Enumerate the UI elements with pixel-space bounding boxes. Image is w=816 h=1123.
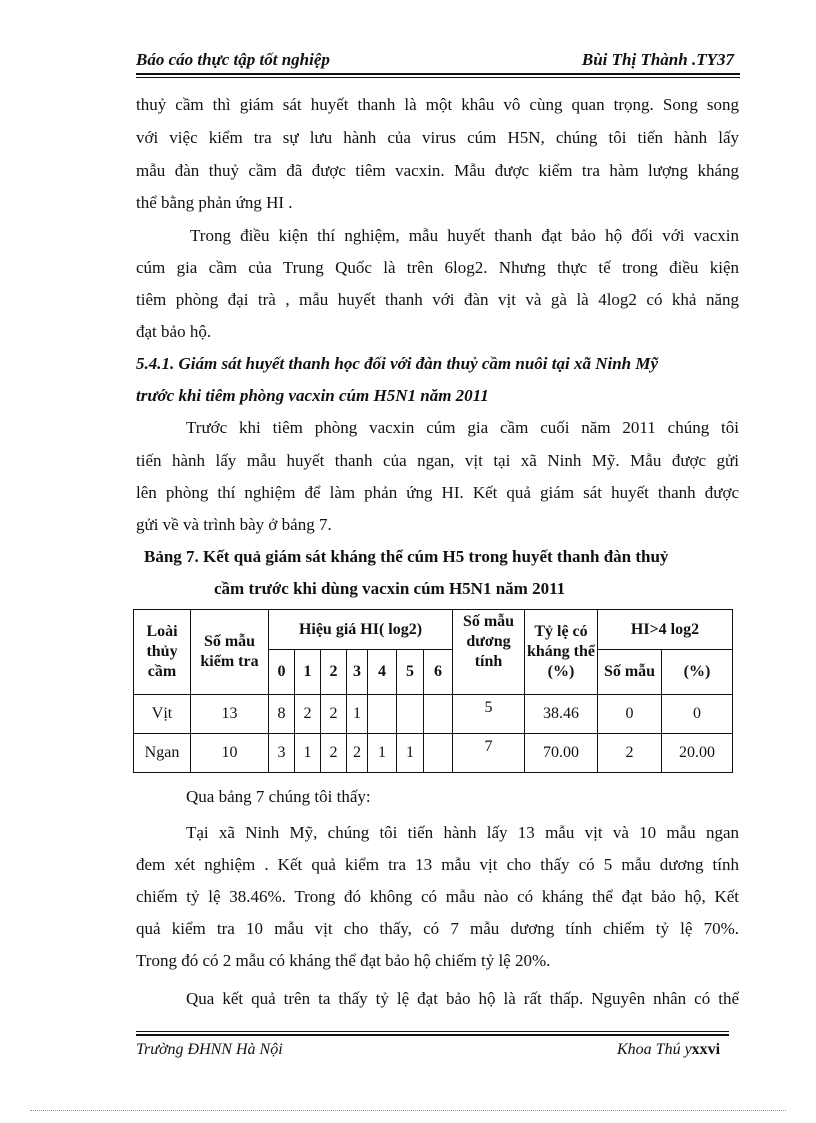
header-right: Bùi Thị Thành .TY37 [581, 50, 734, 69]
header-rule [136, 73, 740, 75]
footer-rule-thin [136, 1031, 729, 1032]
cell-titer: 2 [321, 695, 347, 734]
cell-titer: 2 [321, 734, 347, 773]
header-species: Loài thủy cầm [134, 610, 191, 695]
header-titer-level: 2 [321, 650, 347, 695]
paragraph-line: Qua kết quả trên ta thấy tỷ lệ đạt bảo hộ là rất thấp. Nguyên nhân có thể [186, 989, 739, 1008]
cell-titer: 2 [295, 695, 321, 734]
header-rule-thin [136, 77, 740, 78]
cell-hi4-count: 0 [598, 695, 662, 734]
header-titer-level: 3 [347, 650, 368, 695]
cell-species: Ngan [134, 734, 191, 773]
cell-titer: 1 [347, 695, 368, 734]
header-titer-level: 6 [424, 650, 453, 695]
cell-rate: 38.46 [525, 695, 598, 734]
paragraph-line: gửi về và trình bày ở bảng 7. [136, 515, 332, 534]
header-titer-level: 4 [368, 650, 397, 695]
paragraph-line: Trong đó có 2 mẫu có kháng thể đạt bảo hộ chiếm tỷ lệ 20%. [136, 951, 551, 970]
paragraph-line: tiến hành lấy mẫu huyết thanh của ngan, vịt tại xã Ninh Mỹ. Mẫu được gửi [136, 451, 739, 470]
paragraph-line: quả kiểm tra 10 mẫu vịt cho thấy, có 7 mẫu dương tính chiếm tỷ lệ 70%. [136, 919, 739, 938]
cell-titer [424, 734, 453, 773]
paragraph-line: với việc kiểm tra sự lưu hành của virus cúm H5N, chúng tôi tiến hành lấy [136, 128, 739, 147]
cell-titer: 3 [269, 734, 295, 773]
table-row [134, 695, 733, 734]
cell-titer: 1 [368, 734, 397, 773]
cell-titer [397, 695, 424, 734]
result-table [133, 609, 733, 773]
section-heading: trước khi tiêm phòng vacxin cúm H5N1 năm 2011 [136, 386, 489, 405]
cell-titer [368, 695, 397, 734]
paragraph-line: Qua bảng 7 chúng tôi thấy: [186, 787, 371, 806]
cell-samples: 10 [191, 734, 269, 773]
paragraph-line: chiếm tỷ lệ 38.46%. Trong đó không có mẫu nào có kháng thể đạt bảo hộ, Kết [136, 887, 739, 906]
paragraph-line: đem xét nghiệm . Kết quả kiểm tra 13 mẫu vịt cho thấy có 5 mẫu dương tính [136, 855, 739, 874]
cell-samples: 13 [191, 695, 269, 734]
cell-titer: 2 [347, 734, 368, 773]
footer-left: Trường ĐHNN Hà Nội [136, 1041, 283, 1058]
footer-rule [136, 1034, 729, 1036]
page-edge-dots [30, 1110, 786, 1111]
cell-positive: 5 [453, 695, 525, 734]
cell-titer: 1 [397, 734, 424, 773]
paragraph-line: cúm gia cầm của Trung Quốc là trên 6log2. Nhưng thực tế trong điều kiện [136, 258, 739, 277]
header-titer: Hiệu giá HI( log2) [269, 610, 453, 650]
table-caption: cầm trước khi dùng vacxin cúm H5N1 năm 2011 [214, 579, 566, 598]
paragraph-line: thuỷ cầm thì giám sát huyết thanh là một khâu vô cùng quan trọng. Song song [136, 95, 739, 114]
paragraph-line: thể bằng phản ứng HI . [136, 193, 293, 212]
table-row [134, 734, 733, 773]
paragraph-line: tiêm phòng đại trà , mẫu huyết thanh với đàn vịt và gà là 4log2 có khả năng [136, 290, 739, 309]
paragraph-line: lên phòng thí nghiệm để làm phản ứng HI. Kết quả giám sát huyết thanh được [136, 483, 739, 502]
cell-hi4-count: 2 [598, 734, 662, 773]
cell-positive: 7 [453, 734, 525, 773]
header-samples: Số mẫu kiểm tra [191, 610, 269, 695]
cell-hi4-pct: 20.00 [662, 734, 733, 773]
header-rate: Tỷ lệ có kháng thể (%) [525, 610, 598, 695]
header-titer-level: 1 [295, 650, 321, 695]
cell-hi4-pct: 0 [662, 695, 733, 734]
table-caption: Bảng 7. Kết quả giám sát kháng thể cúm H5 trong huyết thanh đàn thuỷ [144, 547, 669, 566]
cell-titer: 8 [269, 695, 295, 734]
footer-department: Khoa Thú y [617, 1041, 692, 1058]
header-titer-level: 5 [397, 650, 424, 695]
cell-titer [424, 695, 453, 734]
header-left: Báo cáo thực tập tốt nghiệp [136, 50, 330, 69]
header-positive: Số mẫu dương tính [453, 610, 525, 695]
section-heading: 5.4.1. Giám sát huyết thanh học đối với đàn thuỷ cầm nuôi tại xã Ninh Mỹ [136, 354, 659, 373]
header-hi4-count: Số mẫu [598, 650, 662, 695]
header-hi4: HI>4 log2 [598, 610, 733, 650]
paragraph-line: Tại xã Ninh Mỹ, chúng tôi tiến hành lấy 13 mẫu vịt và 10 mẫu ngan [186, 823, 739, 842]
header-hi4-pct: (%) [662, 650, 733, 695]
paragraph-line: Trong điều kiện thí nghiệm, mẫu huyết thanh đạt bảo hộ đối với vacxin [190, 226, 739, 245]
header-titer-level: 0 [269, 650, 295, 695]
footer-right [617, 1041, 720, 1059]
paragraph-line: Trước khi tiêm phòng vacxin cúm gia cầm cuối năm 2011 chúng tôi [186, 418, 739, 437]
paragraph-line: đạt bảo hộ. [136, 322, 212, 341]
cell-titer: 1 [295, 734, 321, 773]
page-number: xxvi [691, 1041, 721, 1058]
cell-species: Vịt [134, 695, 191, 734]
cell-rate: 70.00 [525, 734, 598, 773]
paragraph-line: mẫu đàn thuỷ cầm đã được tiêm vacxin. Mẫu được kiểm tra hàm lượng kháng [136, 161, 739, 180]
